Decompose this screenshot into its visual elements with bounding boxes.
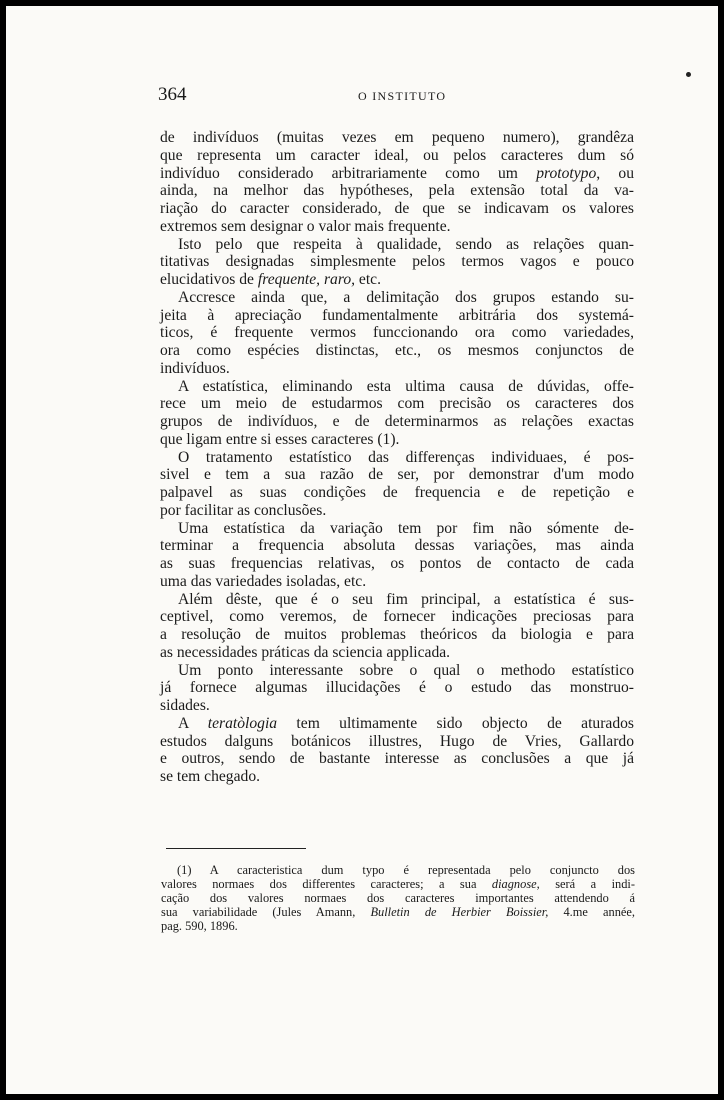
text-line: a resolução de muitos problemas theóricos da biologia e para — [160, 626, 634, 643]
text-line: extremos sem designar o valor mais frequente. — [160, 217, 451, 235]
text-line: as suas frequencias relativas, os pontos de contacto de cada — [160, 555, 634, 572]
text-line: e outros, sendo de bastante interesse as conclusões a que já — [160, 750, 634, 768]
footnote-line: (1) A caracteristica dum typo é representada pelo conjuncto dos — [177, 863, 635, 877]
page-header — [158, 84, 636, 108]
footnote-divider — [166, 848, 306, 849]
main-text — [160, 129, 634, 786]
text-line: que ligam entre si esses caracteres (1). — [160, 430, 400, 448]
text-line: A estatística, eliminando esta ultima causa de dúvidas, offe- — [178, 377, 634, 395]
text-line: por facilitar as conclusões. — [160, 501, 327, 519]
text-line: titativas designadas simplesmente pelos termos vagos e pouco — [160, 253, 634, 271]
text-line: rece um meio de estudarmos com precisão os caracteres dos — [160, 395, 634, 413]
text-line: se tem chegado. — [160, 768, 261, 785]
text-line: sidades. — [160, 697, 210, 714]
text-line: riação do caracter considerado, de que se indicavam os valores — [160, 200, 634, 217]
text-line: O tratamento estatístico das differenças individuaes, é pos- — [178, 448, 634, 466]
text-line: de indivíduos (muitas vezes em pequeno numero), grandêza — [160, 129, 634, 146]
text-line: indivíduo considerado arbitrariamente como um prototypo, ou — [160, 164, 635, 182]
book-page — [6, 6, 718, 1094]
text-line: estudos dalguns botánicos illustres, Hugo de Vries, Gallardo — [160, 732, 634, 750]
text-line: ora como espécies distinctas, etc., os mesmos conjunctos de — [160, 342, 634, 359]
text-line: Uma estatística da variação tem por fim não sómente de- — [178, 519, 634, 537]
text-line: indivíduos. — [160, 359, 230, 377]
text-line: A teratòlogia tem ultimamente sido objecto de aturados — [178, 714, 634, 732]
text-line: grupos de indivíduos, e de determinarmos as relações exactas — [160, 413, 634, 430]
text-line: Isto pelo que respeita à qualidade, sendo as relações quan- — [178, 235, 634, 253]
text-line: as necessidades práticas da sciencia applicada. — [160, 643, 451, 661]
text-line: Um ponto interessante sobre o qual o methodo estatístico — [178, 661, 634, 679]
text-line: uma das variedades isoladas, etc. — [160, 572, 367, 590]
text-line: sivel e tem a sua razão de ser, por demonstrar d'um modo — [160, 466, 634, 484]
footnote-line: pag. 590, 1896. — [161, 918, 238, 933]
text-line: Accresce ainda que, a delimitação dos grupos estando su- — [178, 288, 634, 306]
footnote-line: cação dos valores normaes dos caracteres importantes attendendo á — [161, 890, 635, 905]
text-line: ceptivel, como veremos, de fornecer indicações preciosas para — [160, 608, 634, 626]
text-line: jeita à apreciação fundamentalmente arbitrária dos systemá- — [160, 306, 634, 324]
page-number: 364 — [158, 84, 187, 105]
text-line: Além dêste, que é o seu fim principal, a estatística é sus- — [178, 590, 634, 608]
ink-speck — [686, 72, 691, 77]
text-line: já fornece algumas illucidações é o estudo das monstruo- — [160, 679, 634, 697]
text-line: elucidativos de frequente, raro, etc. — [160, 271, 382, 288]
text-line: ainda, na melhor das hypótheses, pela extensão total da va- — [160, 182, 634, 200]
footnote — [161, 864, 635, 934]
text-line: palpavel as suas condições de frequencia e de repetição e — [160, 484, 634, 501]
text-line: ticos, é frequente vermos funccionando ora como variedades, — [160, 324, 634, 342]
running-title: O INSTITUTO — [358, 89, 447, 103]
text-line: que representa um caracter ideal, ou pelos caracteres dum só — [160, 146, 634, 164]
footnote-line: valores normaes dos differentes caracteres; a sua diagnose, será a indi- — [161, 876, 635, 891]
footnote-line: sua variabilidade (Jules Amann, Bulletin de Herbier Boissier, 4.me année, — [161, 904, 635, 919]
text-line: terminar a frequencia absoluta dessas variações, mas ainda — [160, 537, 634, 555]
